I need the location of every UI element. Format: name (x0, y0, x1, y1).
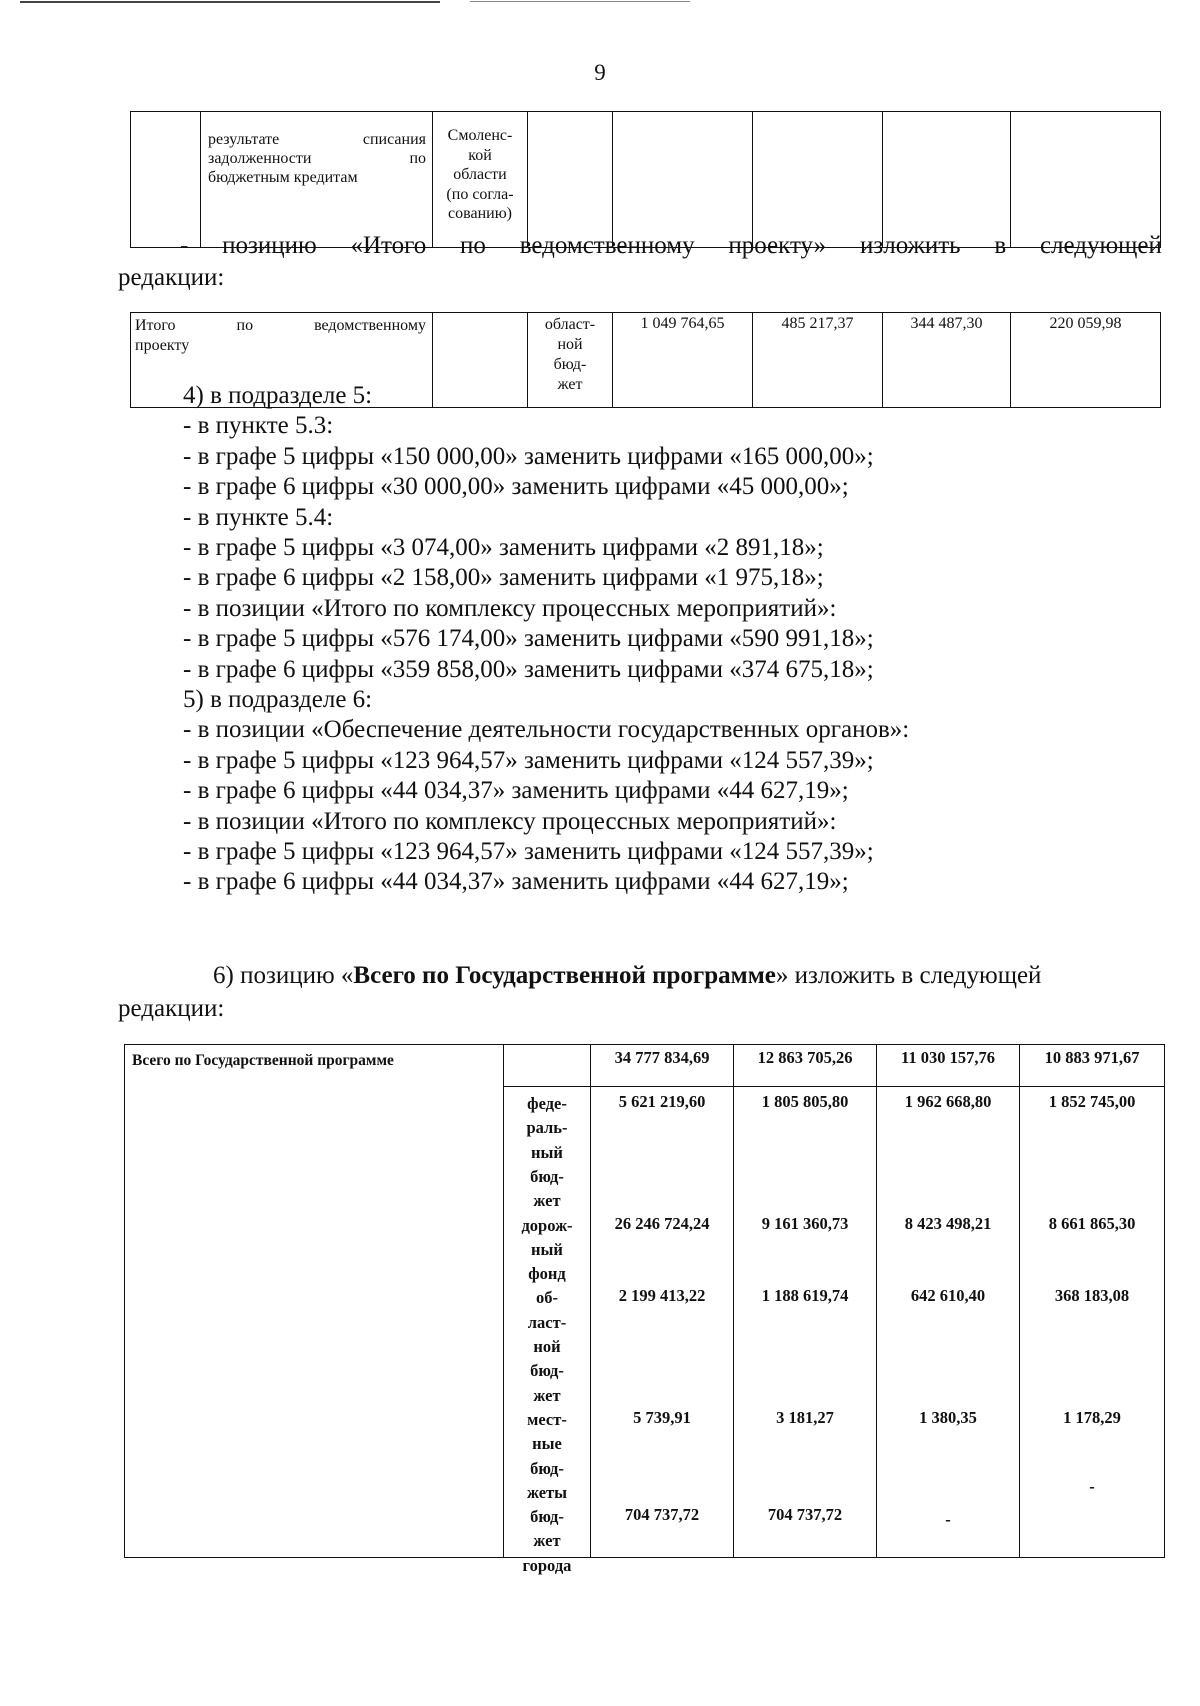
source-line: бюд- (553, 356, 587, 373)
scan-top-border-faint (470, 1, 690, 2)
funding-source-line: жет (533, 1531, 561, 1551)
source-line: жет (557, 376, 583, 393)
table-cell (131, 112, 201, 248)
amendment-line: - в графе 5 цифры «123 964,57» заменить цифрами «124 557,39»; (183, 838, 874, 865)
funding-value: 1 188 619,74 (761, 1286, 849, 1306)
word: ведомственному (519, 232, 695, 259)
funding-value: 1 380,35 (919, 1407, 977, 1427)
table-cell (528, 112, 613, 248)
funding-value: 8 423 498,21 (904, 1213, 992, 1233)
desc-word: задолженности (208, 150, 312, 167)
funding-source-line: фонд (528, 1264, 566, 1284)
funding-value: 1 962 668,80 (904, 1092, 992, 1111)
page-number: 9 (594, 60, 606, 85)
label-word: по (236, 317, 254, 334)
funding-source-line: ные (532, 1434, 562, 1454)
source-line: области (453, 166, 507, 183)
funding-source-line: феде- (527, 1094, 567, 1113)
funding-value: 3 181,27 (776, 1407, 834, 1427)
funding-value: 704 737,72 (624, 1505, 700, 1525)
amendment-line: - в пункте 5.4: (183, 503, 334, 531)
funding-source-line: ной (533, 1337, 561, 1356)
amendment-line: 5) в подразделе 6: (183, 686, 373, 713)
paragraph-position-line (180, 229, 1162, 262)
source-line: област- (544, 316, 596, 333)
amendment-line: - в графе 5 цифры «150 000,00» заменить цифрами «165 000,00»; (183, 442, 874, 470)
word: - (180, 232, 189, 259)
label-line (135, 316, 426, 336)
values-column (734, 1087, 877, 1558)
value-cell: 1 049 764,65 (613, 313, 753, 408)
desc-line-2 (208, 149, 426, 168)
funding-source-line: бюд- (530, 1458, 564, 1478)
funding-source-line: мест- (527, 1409, 567, 1429)
funding-value: 1 178,29 (1063, 1407, 1121, 1427)
program-total-title: Всего по Государственной программе (125, 1045, 504, 1558)
source-line: ной (557, 336, 583, 353)
total-value: 11 030 157,76 (877, 1045, 1020, 1087)
table-cell (883, 112, 1011, 248)
table-cell (613, 112, 753, 248)
funding-source-line: бюд- (530, 1166, 564, 1186)
amendment-line: - в графе 6 цифры «30 000,00» заменить цифрами «45 000,00»; (183, 473, 849, 501)
total-value: 12 863 705,26 (734, 1045, 877, 1087)
funding-source-line: об- (536, 1288, 558, 1308)
table-cell (753, 112, 883, 248)
total-value: 10 883 971,67 (1020, 1045, 1165, 1087)
table-cell-source (528, 313, 613, 408)
funding-source-line: ный (531, 1239, 563, 1259)
table-cell (504, 1045, 591, 1087)
values-column (877, 1087, 1020, 1558)
values-column (591, 1087, 734, 1558)
label-line: проекту (135, 337, 190, 354)
amendment-line: - в позиции «Обеспечение деятельности государственных органов»: (183, 716, 910, 744)
total-value: 34 777 834,69 (591, 1045, 734, 1087)
values-column (1020, 1087, 1165, 1558)
funding-source-line: бюд- (530, 1361, 564, 1381)
scan-top-border (20, 1, 440, 3)
word: в (994, 232, 1007, 259)
table-cell-source (433, 112, 528, 248)
table-cell (433, 313, 528, 408)
table-row (131, 112, 1161, 248)
p6-bold: Всего по Государственной программе (353, 962, 776, 989)
source-line: кой (468, 146, 492, 164)
label-word: ведомственному (314, 317, 426, 334)
amendment-line: - в позиции «Итого по комплексу процессных мероприятий»: (183, 807, 837, 835)
funding-value: 704 737,72 (767, 1505, 843, 1525)
funding-value: 5 621 219,60 (618, 1092, 706, 1111)
paragraph-6-line1 (213, 959, 1162, 992)
funding-sources (504, 1087, 591, 1575)
funding-value: 5 739,91 (633, 1407, 691, 1427)
word: следующей (1039, 232, 1162, 259)
amendment-line: - в графе 5 цифры «3 074,00» заменить цифрами «2 891,18»; (183, 534, 824, 561)
continuation-table (130, 111, 1161, 248)
amendment-line: - в графе 6 цифры «359 858,00» заменить цифрами «374 675,18»; (183, 655, 874, 683)
word: изложить (859, 232, 961, 259)
funding-source-line: жет (533, 1191, 561, 1211)
amendment-line: - в позиции «Итого по комплексу процессных мероприятий»: (183, 594, 837, 622)
amendment-line: - в графе 6 цифры «44 034,37» заменить цифрами «44 627,19»; (183, 868, 849, 896)
funding-source-line: жет (533, 1385, 561, 1405)
desc-line-1 (208, 130, 426, 149)
funding-value: 1 852 745,00 (1048, 1092, 1136, 1111)
funding-source-line: жеты (526, 1482, 568, 1502)
desc-word: списания (362, 131, 426, 148)
source-line: (по согла- (446, 185, 514, 203)
funding-source-line: дорож- (521, 1215, 573, 1235)
paragraph-redaction: редакции: (118, 264, 225, 291)
paragraph-6-line2: редакции: (118, 995, 225, 1022)
funding-value: 26 246 724,24 (614, 1213, 710, 1233)
amendment-line: 4) в подразделе 5: (183, 382, 373, 409)
funding-value: - (1089, 1477, 1095, 1497)
desc-word: по (409, 150, 426, 167)
label-word: Итого (135, 317, 176, 334)
value-cell: 220 059,98 (1011, 313, 1161, 408)
value-cell: 485 217,37 (753, 313, 883, 408)
amendment-line: - в графе 5 цифры «123 964,57» заменить цифрами «124 557,39»; (183, 746, 874, 774)
amendment-line: - в пункте 5.3: (183, 412, 334, 440)
funding-value: 368 183,08 (1054, 1286, 1130, 1306)
funding-source-line: города (522, 1555, 572, 1575)
table-row-total (125, 1045, 1165, 1087)
funding-value: - (945, 1510, 951, 1530)
p6-text: 6) позицию «Всего по Государственной программе» изложить в следующей (213, 962, 1042, 989)
funding-value: 8 661 865,30 (1048, 1213, 1136, 1233)
source-line: Смоленс- (447, 127, 513, 144)
table-cell (1011, 112, 1161, 248)
value-cell: 344 487,30 (883, 313, 1011, 408)
funding-value: 2 199 413,22 (618, 1286, 706, 1306)
amendment-line: - в графе 5 цифры «576 174,00» заменить цифрами «590 991,18»; (183, 625, 874, 653)
amendment-line: - в графе 6 цифры «44 034,37» заменить цифрами «44 627,19»; (183, 777, 849, 805)
desc-line-3: бюджетным кредитам (208, 169, 358, 186)
word: позицию (222, 232, 317, 259)
funding-value: 9 161 360,73 (761, 1213, 849, 1233)
word: проекту» (728, 232, 827, 259)
word: по (460, 232, 486, 259)
funding-value: 642 610,40 (910, 1286, 986, 1306)
funding-source-line: ласт- (527, 1312, 567, 1332)
funding-source-line: раль- (526, 1118, 568, 1138)
program-total-table (124, 1044, 1165, 1575)
word: «Итого (350, 232, 427, 259)
funding-source-line: бюд- (530, 1507, 564, 1527)
table-cell-description (201, 112, 433, 248)
amendment-line: - в графе 6 цифры «2 158,00» заменить цифрами «1 975,18»; (183, 564, 824, 592)
source-line: сованию) (448, 205, 512, 222)
desc-word: результате (208, 131, 280, 148)
funding-value: 1 805 805,80 (761, 1092, 849, 1111)
funding-source-line: ный (531, 1142, 563, 1162)
